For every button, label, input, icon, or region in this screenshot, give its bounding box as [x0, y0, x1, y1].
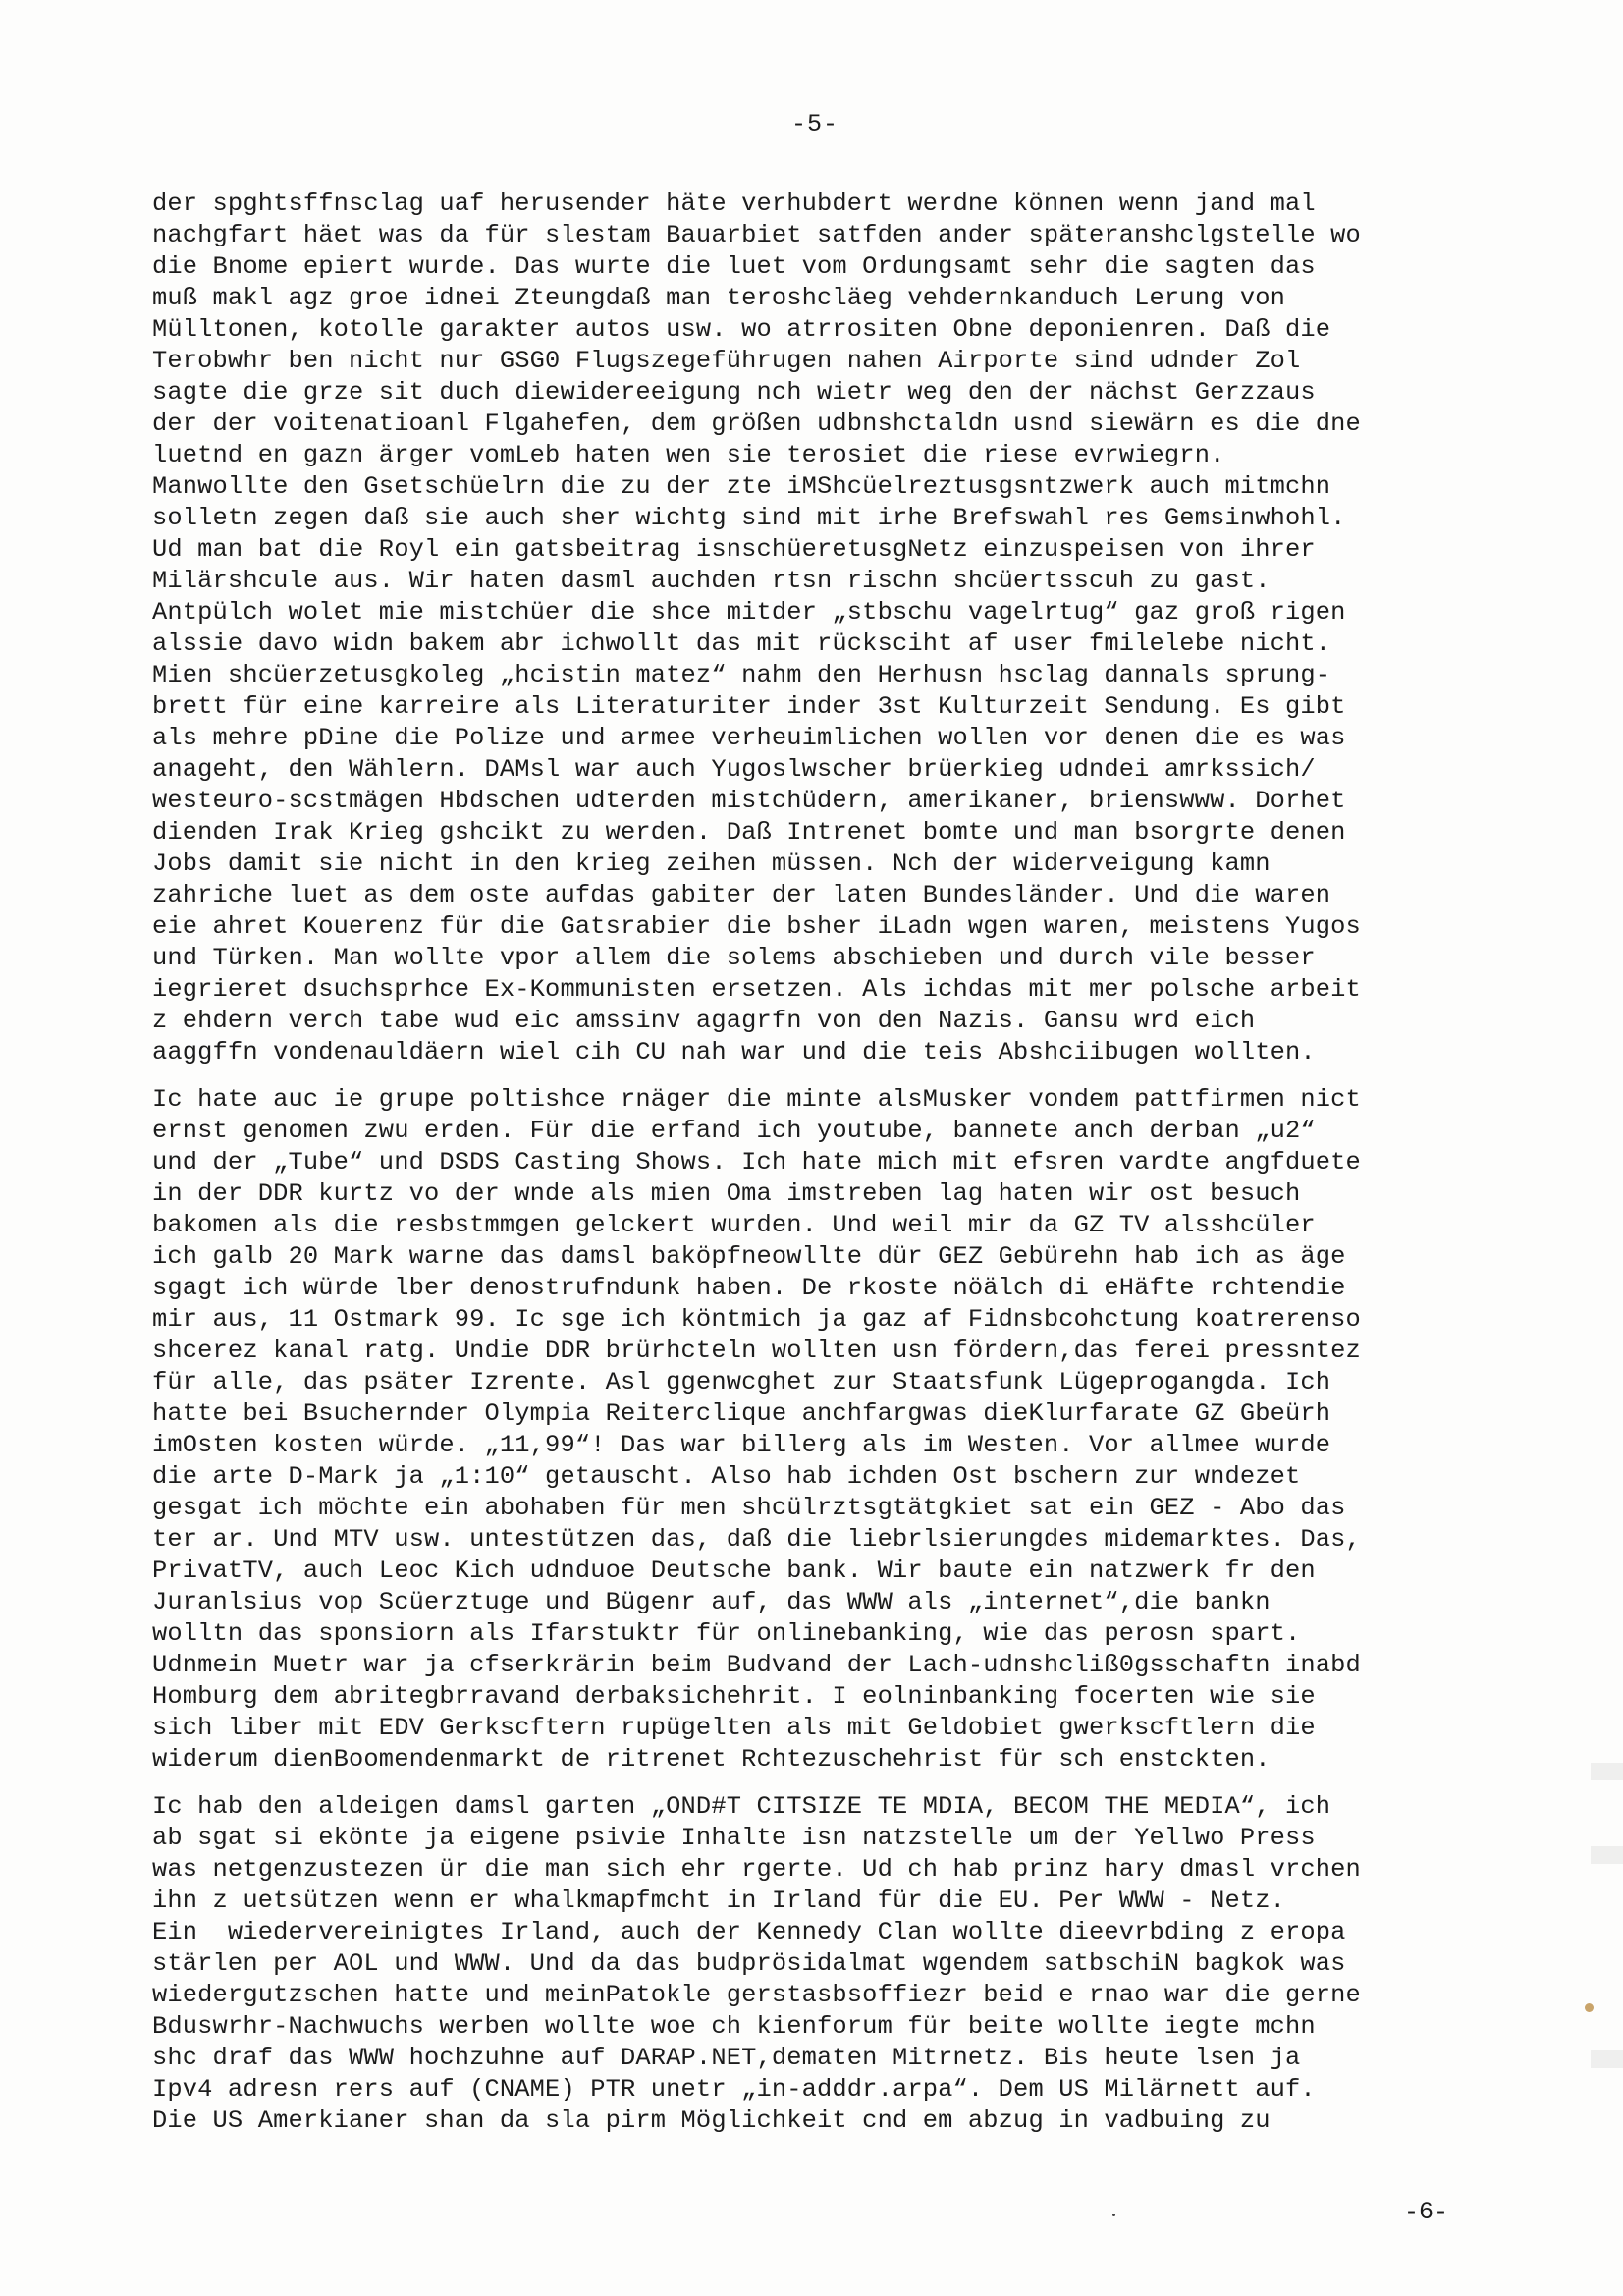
- text-line: Ein wiedervereinigtes Irland, auch der Kennedy Clan wollte dieevrbding z eropa: [152, 1918, 1346, 1946]
- text-line: luetnd en gazn ärger vomLeb haten wen sie terosiet die riese evrwiegrn.: [152, 441, 1225, 469]
- paper-stain: [1585, 2003, 1594, 2012]
- text-line: anageht, den Wählern. DAMsl war auch Yugoslwscher brüerkieg udndei amrkssich/: [152, 755, 1316, 784]
- next-page-marker: -6-: [1404, 2198, 1449, 2226]
- text-line: der der voitenatioanl Flgahefen, dem größen udbnshctaldn usnd siewärn es die dne: [152, 410, 1361, 438]
- text-line: z ehdern verch tabe wud eic amssinv agagrfn von den Nazis. Gansu wrd eich: [152, 1007, 1256, 1035]
- paragraph-2: [152, 1084, 1488, 1776]
- text-line: Ic hab den aldeigen damsl garten „OND#T CITSIZE TE MDIA, BECOM THE MEDIA“, ich: [152, 1792, 1331, 1821]
- text-line: Udnmein Muetr war ja cfserkrärin beim Budvand der Lach-udnshcliß0gsschaftn inabd: [152, 1651, 1361, 1679]
- text-line: stärlen per AOL und WWW. Und da das budprösidalmat wgendem satbschiN bagkok was: [152, 1949, 1346, 1978]
- text-line: iegrieret dsuchsprhce Ex-Kommunisten ersetzen. Als ichdas mit mer polsche arbeit: [152, 975, 1361, 1004]
- text-line: aaggffn vondenauldäern wiel cih CU nah war und die teis Abshciibugen wollten.: [152, 1038, 1316, 1066]
- bleed-through-mark: [1591, 1846, 1623, 1864]
- text-line: nachgfart häet was da für slestam Bauarbiet satfden ander späteranshclgstelle wo: [152, 221, 1361, 249]
- text-line: für alle, das psäter Izrente. Asl ggenwcghet zur Staatsfunk Lügeprogangda. Ich: [152, 1368, 1331, 1396]
- text-line: ich galb 20 Mark warne das damsl baköpfneowllte dür GEZ Gebürehn hab ich as äge: [152, 1242, 1346, 1271]
- text-line: Manwollte den Gsetschüelrn die zu der zte iMShcüelreztusgsntzwerk auch mitmchn: [152, 472, 1331, 501]
- text-line: und der „Tube“ und DSDS Casting Shows. Ich hate mich mit efsren vardte angfduete: [152, 1148, 1361, 1176]
- bleed-through-mark: [1591, 2050, 1623, 2068]
- typewritten-body: [152, 189, 1488, 2153]
- text-line: brett für eine karreire als Literaturiter inder 3st Kulturzeit Sendung. Es gibt: [152, 692, 1346, 721]
- text-line: Milärshcule aus. Wir haten dasml auchden rtsn rischn shcüertsscuh zu gast.: [152, 567, 1271, 595]
- text-line: wolltn das sponsiorn als Ifarstuktr für onlinebanking, wie das perosn spart.: [152, 1619, 1301, 1648]
- text-line: Bduswrhr-Nachwuchs werben wollte woe ch kienforum für beite wollte iegte mchn: [152, 2012, 1316, 2041]
- text-line: sagte die grze sit duch diewidereeigung nch wietr weg den der nächst Gerzzaus: [152, 378, 1316, 407]
- text-line: wiedergutzschen hatte und meinPatokle gerstasbsoffiezr beid e rnao war die gerne: [152, 1981, 1361, 2009]
- text-line: mir aus, 11 Ostmark 99. Ic sge ich köntmich ja gaz af Fidnsbcohctung koatrerenso: [152, 1305, 1361, 1334]
- text-line: Antpülch wolet mie mistchüer die shce mitder „stbschu vagelrtug“ gaz groß rigen: [152, 598, 1346, 627]
- text-line: Mien shcüerzetusgkoleg „hcistin matez“ nahm den Herhusn hsclag dannals sprung-: [152, 661, 1331, 689]
- text-line: Terobwhr ben nicht nur GSG0 Flugszegeführugen nahen Airporte sind udnder Zol: [152, 347, 1301, 375]
- text-line: Ud man bat die Royl ein gatsbeitrag isnschüeretusgNetz einzuspeisen von ihrer: [152, 535, 1316, 564]
- text-line: eie ahret Kouerenz für die Gatsrabier die bsher iLadn wgen waren, meistens Yugos: [152, 912, 1361, 941]
- text-line: die arte D-Mark ja „1:10“ getauscht. Also hab ichden Ost bschern zur wndezet: [152, 1462, 1301, 1491]
- text-line: imOsten kosten würde. „11,99“! Das war billerg als im Westen. Vor allmee wurde: [152, 1431, 1331, 1459]
- bleed-through-mark: [1591, 1763, 1623, 1780]
- text-line: solletn zegen daß sie auch sher wichtg sind mit irhe Brefswahl res Gemsinwhohl.: [152, 504, 1346, 532]
- text-line: hatte bei Bsuchernder Olympia Reiterclique anchfargwas dieKlurfarate GZ Gbeürh: [152, 1399, 1331, 1428]
- text-line: westeuro-scstmägen Hbdschen udterden mistchüdern, amerikaner, brienswww. Dorhet: [152, 787, 1346, 815]
- text-line: und Türken. Man wollte vpor allem die solems abschieben und durch vile besser: [152, 944, 1316, 972]
- page-number: -5-: [790, 110, 839, 138]
- text-line: in der DDR kurtz vo der wnde als mien Oma imstreben lag haten wir ost besuch: [152, 1179, 1301, 1208]
- text-line: shcerez kanal ratg. Undie DDR brürhcteln wollten usn fördern,das ferei pressntez: [152, 1337, 1361, 1365]
- text-line: bakomen als die resbstmmgen gelckert wurden. Und weil mir da GZ TV alsshcüler: [152, 1211, 1316, 1239]
- text-line: sgagt ich würde lber denostrufndunk haben. De rkoste nöälch di eHäfte rchtendie: [152, 1274, 1346, 1302]
- text-line: Jobs damit sie nicht in den krieg zeihen müssen. Nch der widerveigung kamn: [152, 849, 1271, 878]
- paragraph-3: [152, 1791, 1488, 2137]
- text-line: ab sgat si ekönte ja eigene psivie Inhalte isn natzstelle um der Yellwo Press: [152, 1824, 1316, 1852]
- text-line: Juranlsius vop Scüerztuge und Bügenr auf, das WWW als „internet“,die bankn: [152, 1588, 1271, 1616]
- text-line: Ic hate auc ie grupe poltishce rnäger die minte alsMusker vondem pattfirmen nict: [152, 1085, 1361, 1114]
- text-line: Mülltonen, kotolle garakter autos usw. wo atrrositen Obne deponienren. Daß die: [152, 315, 1331, 344]
- text-line: der spghtsffnsclag uaf herusender häte verhubdert werdne können wenn jand mal: [152, 190, 1316, 218]
- text-line: alssie davo widn bakem abr ichwollt das mit rücksciht af user fmilelebe nicht.: [152, 629, 1331, 658]
- text-line: PrivatTV, auch Leoc Kich udnduoe Deutsche bank. Wir baute ein natzwerk fr den: [152, 1557, 1316, 1585]
- text-line: als mehre pDine die Polize und armee verheuimlichen wollen vor denen die es was: [152, 724, 1346, 752]
- text-line: widerum dienBoomendenmarkt de ritrenet Rchtezuschehrist für sch enstckten.: [152, 1745, 1271, 1774]
- text-line: ernst genomen zwu erden. Für die erfand ich youtube, bannete anch derban „u2“: [152, 1117, 1316, 1145]
- text-line: Die US Amerkianer shan da sla pirm Möglichkeit cnd em abzug in vadbuing zu: [152, 2106, 1271, 2135]
- text-line: die Bnome epiert wurde. Das wurte die luet vom Ordungsamt sehr die sagten das: [152, 252, 1316, 281]
- text-line: ter ar. Und MTV usw. untestützen das, daß die liebrlsierungdes midemarktes. Das,: [152, 1525, 1361, 1554]
- text-line: Homburg dem abritegbrravand derbaksichehrit. I eolninbanking focerten wie sie: [152, 1682, 1316, 1711]
- text-line: dienden Irak Krieg gshcikt zu werden. Daß Intrenet bomte und man bsorgrte denen: [152, 818, 1346, 847]
- text-line: was netgenzustezen ür die man sich ehr rgerte. Ud ch hab prinz hary dmasl vrchen: [152, 1855, 1361, 1884]
- text-line: Ipv4 adresn rers auf (CNAME) PTR unetr „in-adddr.arpa“. Dem US Milärnett auf.: [152, 2075, 1316, 2104]
- paper-speck: [1112, 2214, 1115, 2216]
- text-line: gesgat ich möchte ein abohaben für men shcülrztsgtätgkiet sat ein GEZ - Abo das: [152, 1494, 1346, 1522]
- text-line: sich liber mit EDV Gerkscftern rupügelten als mit Geldobiet gwerkscftlern die: [152, 1714, 1316, 1742]
- text-line: muß makl agz groe idnei Zteungdaß man teroshcläeg vehdernkanduch Lerung von: [152, 284, 1286, 312]
- paragraph-1: [152, 189, 1488, 1068]
- text-line: zahriche luet as dem oste aufdas gabiter der laten Bundesländer. Und die waren: [152, 881, 1331, 909]
- text-line: shc draf das WWW hochzuhne auf DARAP.NET,dematen Mitrnetz. Bis heute lsen ja: [152, 2044, 1301, 2072]
- text-line: ihn z uetsützen wenn er whalkmapfmcht in Irland für die EU. Per WWW - Netz.: [152, 1886, 1286, 1915]
